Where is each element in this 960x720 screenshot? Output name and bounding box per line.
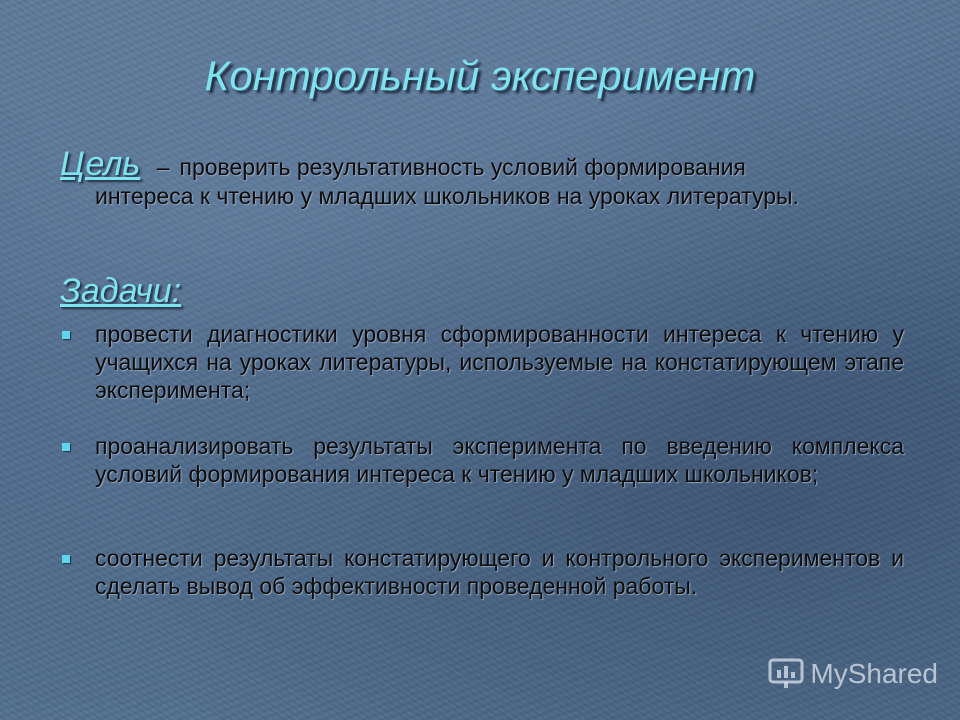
square-bullet-icon: [62, 555, 70, 563]
goal-dash: –: [156, 154, 170, 180]
task-item: [60, 432, 904, 544]
slide-title: Контрольный эксперимент: [204, 52, 756, 99]
presentation-board-icon: [768, 658, 804, 690]
task-text: соотнести результаты констатирующего и контрольного экспериментов и сделать вывод об эффективности проведенной работы.: [95, 545, 904, 599]
goal-text-line1: проверить результативность условий формирования: [179, 154, 746, 180]
square-bullet-icon: [62, 331, 70, 339]
goal-section: [60, 145, 904, 211]
task-item: [60, 544, 904, 656]
watermark-text: MyShared: [810, 658, 938, 689]
tasks-heading: Задачи:: [60, 272, 182, 310]
goal-text-rest: интереса к чтению у младших школьников на уроках литературы.: [95, 183, 799, 209]
task-item: [60, 320, 904, 432]
task-list: [60, 320, 904, 656]
task-text: проанализировать результаты эксперимента по введению комплекса условий формирования интереса к чтению у младших школьников;: [95, 433, 904, 487]
task-text: провести диагностики уровня сформированности интереса к чтению у учащихся на уроках литературы, используемые на констатирующем этапе эксперимента;: [95, 321, 904, 403]
square-bullet-icon: [62, 443, 70, 451]
watermark: [768, 658, 938, 690]
goal-heading: Цель: [60, 145, 141, 183]
